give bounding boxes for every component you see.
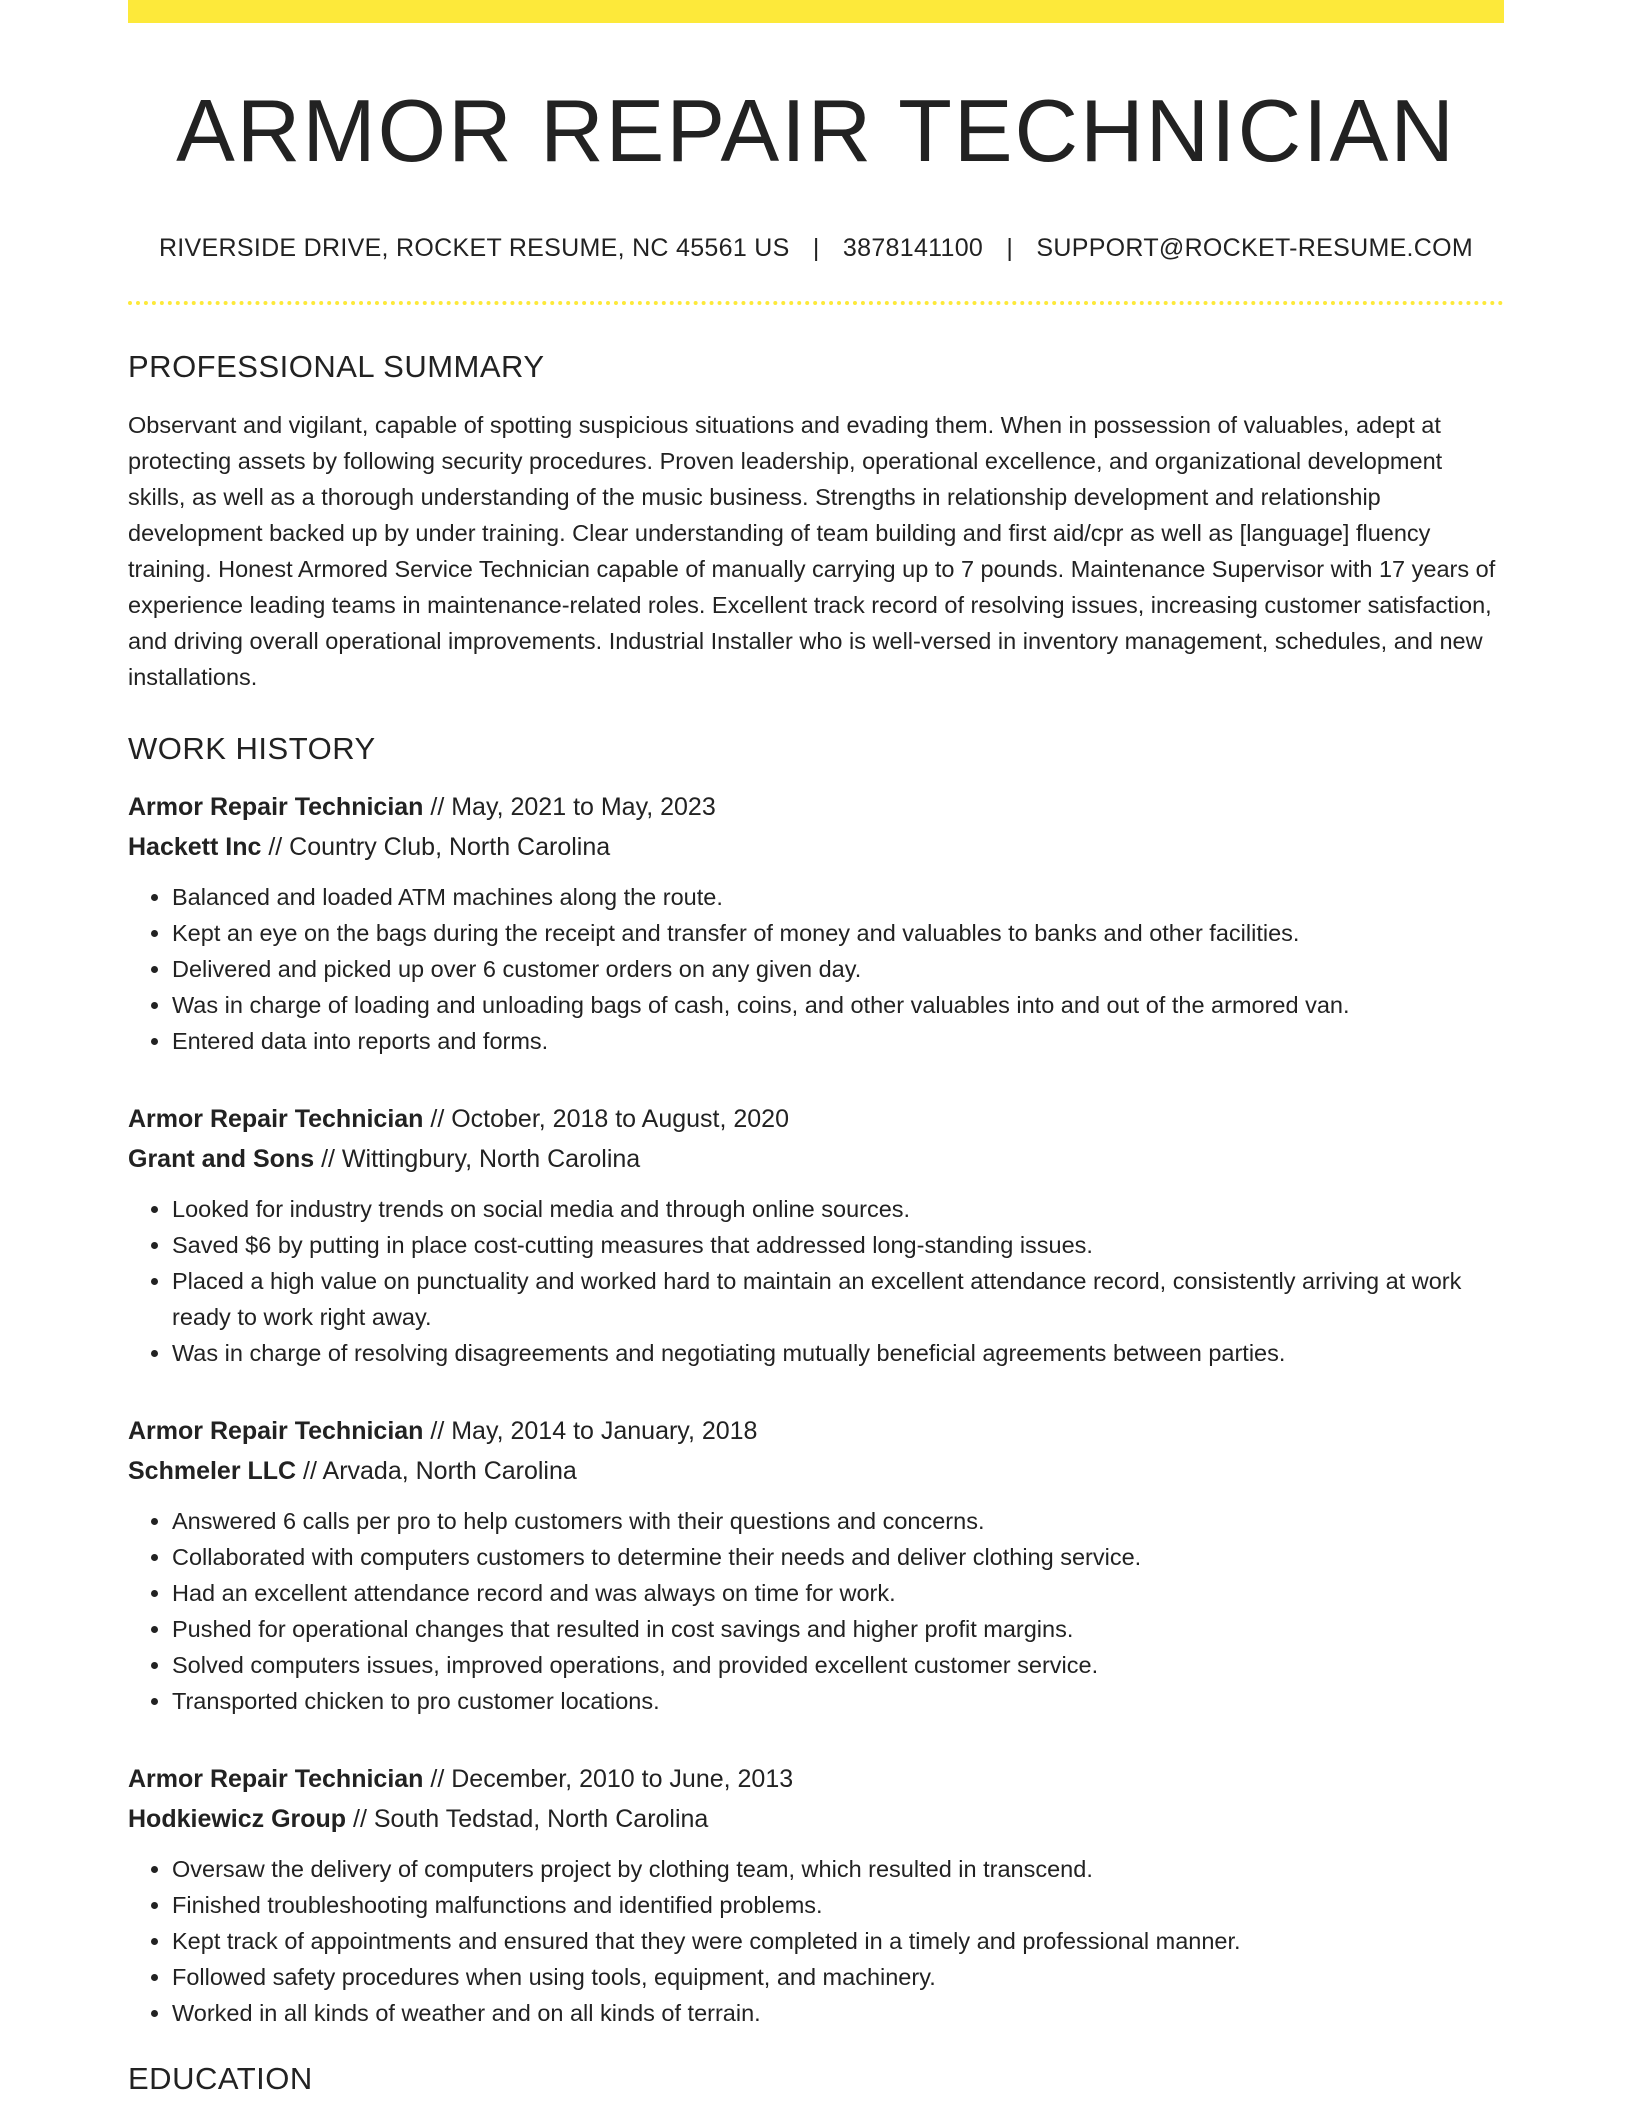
job-bullet: • Balanced and loaded ATM machines along the route. — [172, 879, 1504, 915]
job-bullets — [128, 879, 1504, 1059]
job-role: Armor Repair Technician — [128, 1104, 424, 1133]
job-location: // Country Club, North Carolina — [261, 832, 611, 861]
job-company-line — [128, 1451, 1504, 1491]
job-bullet: • Placed a high value on punctuality and worked hard to maintain an excellent attendance record, consistently arriving at work ready to work right away. — [172, 1263, 1504, 1335]
section-title-work-history: WORK HISTORY — [128, 730, 376, 766]
section-title-summary: PROFESSIONAL SUMMARY — [128, 348, 545, 384]
resume-page — [128, 0, 1504, 2097]
job-location: // Wittingbury, North Carolina — [314, 1144, 641, 1173]
job-bullet: • Saved $6 by putting in place cost-cutting measures that addressed long-standing issues. — [172, 1227, 1504, 1263]
resume-name: ARMOR REPAIR TECHNICIAN — [176, 81, 1456, 180]
job-company-line — [128, 1799, 1504, 1839]
job-bullet: • Had an excellent attendance record and was always on time for work. — [172, 1575, 1504, 1611]
job-bullets — [128, 1191, 1504, 1371]
job-bullet: • Kept an eye on the bags during the receipt and transfer of money and valuables to banks and other facilities. — [172, 915, 1504, 951]
header-divider — [128, 301, 1504, 305]
job-dates: // December, 2010 to June, 2013 — [423, 1764, 794, 1793]
job-location: // South Tedstad, North Carolina — [346, 1804, 709, 1833]
job-bullet: • Solved computers issues, improved operations, and provided excellent customer service. — [172, 1647, 1504, 1683]
contact-separator: | — [812, 233, 820, 262]
job-role-line — [128, 1759, 1504, 1799]
job-entry — [128, 1759, 1504, 2031]
contact-phone: 3878141100 — [842, 233, 984, 262]
contact-separator: | — [1006, 233, 1014, 262]
job-entry — [128, 1099, 1504, 1371]
job-bullet: • Delivered and picked up over 6 customer orders on any given day. — [172, 951, 1504, 987]
job-role-line — [128, 1411, 1504, 1451]
job-entry — [128, 1411, 1504, 1719]
job-bullets — [128, 1851, 1504, 2031]
job-bullet: • Followed safety procedures when using tools, equipment, and machinery. — [172, 1959, 1504, 1995]
job-entry — [128, 787, 1504, 1059]
job-role: Armor Repair Technician — [128, 1416, 424, 1445]
job-company-line — [128, 1139, 1504, 1179]
contact-line — [128, 234, 1504, 263]
job-role-line — [128, 787, 1504, 827]
job-bullet: • Was in charge of resolving disagreements and negotiating mutually beneficial agreements between parties. — [172, 1335, 1504, 1371]
job-bullet: • Kept track of appointments and ensured that they were completed in a timely and professional manner. — [172, 1923, 1504, 1959]
contact-email: SUPPORT@ROCKET-RESUME.COM — [1036, 233, 1474, 262]
job-location: // Arvada, North Carolina — [296, 1456, 577, 1485]
job-bullet: • Entered data into reports and forms. — [172, 1023, 1504, 1059]
job-company: Hackett Inc — [128, 832, 262, 861]
accent-top-bar — [128, 0, 1504, 23]
job-bullet: • Pushed for operational changes that resulted in cost savings and higher profit margins. — [172, 1611, 1504, 1647]
work-history-list — [128, 787, 1504, 2031]
job-bullet: • Looked for industry trends on social media and through online sources. — [172, 1191, 1504, 1227]
job-company: Schmeler LLC — [128, 1456, 297, 1485]
job-role-line — [128, 1099, 1504, 1139]
job-bullet: • Collaborated with computers customers to determine their needs and deliver clothing service. — [172, 1539, 1504, 1575]
contact-address: RIVERSIDE DRIVE, ROCKET RESUME, NC 45561 US — [158, 233, 790, 262]
summary-text: Observant and vigilant, capable of spotting suspicious situations and evading them. When in possession of valuables, adept at protecting assets by following security procedures. Proven leadership, operational excellence, and organizational development skills, as well as a thorough understanding of the music business. Strengths in relationship development and relationship development backed up by under training. Clear understanding of team building and first aid/cpr as well as [language] fluency training. Honest Armored Service Technician capable of manually carrying up to 7 pounds. Maintenance Supervisor with 17 years of experience leading teams in maintenance-related roles. Excellent track record of resolving issues, increasing customer satisfaction, and driving overall operational improvements. Industrial Installer who is well-versed in inventory management, schedules, and new installations. — [128, 411, 1496, 690]
job-company: Hodkiewicz Group — [128, 1804, 347, 1833]
job-dates: // May, 2014 to January, 2018 — [423, 1416, 758, 1445]
job-bullet: • Was in charge of loading and unloading bags of cash, coins, and other valuables into and out of the armored van. — [172, 987, 1504, 1023]
job-dates: // May, 2021 to May, 2023 — [423, 792, 716, 821]
job-dates: // October, 2018 to August, 2020 — [423, 1104, 789, 1133]
job-role: Armor Repair Technician — [128, 792, 424, 821]
job-bullets — [128, 1503, 1504, 1719]
job-bullet: • Transported chicken to pro customer locations. — [172, 1683, 1504, 1719]
job-bullet: • Worked in all kinds of weather and on all kinds of terrain. — [172, 1995, 1504, 2031]
job-bullet: • Finished troubleshooting malfunctions and identified problems. — [172, 1887, 1504, 1923]
section-title-education: EDUCATION — [128, 2060, 313, 2096]
job-company: Grant and Sons — [128, 1144, 315, 1173]
job-role: Armor Repair Technician — [128, 1764, 424, 1793]
job-bullet: • Oversaw the delivery of computers project by clothing team, which resulted in transcend. — [172, 1851, 1504, 1887]
job-company-line — [128, 827, 1504, 867]
job-bullet: • Answered 6 calls per pro to help customers with their questions and concerns. — [172, 1503, 1504, 1539]
